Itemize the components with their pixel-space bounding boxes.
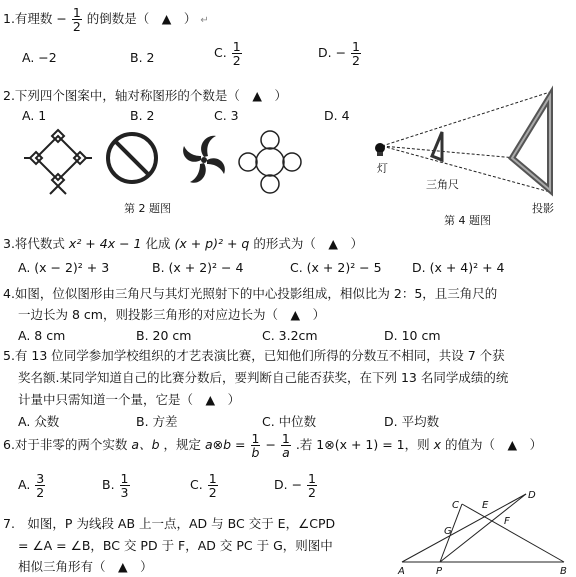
q6-frac2-den: a bbox=[282, 445, 290, 461]
q1-option-d-num: 1 bbox=[352, 39, 360, 54]
q6-frac1-den: b bbox=[251, 445, 260, 461]
q6-option-a-den: 2 bbox=[36, 485, 45, 501]
q3-option-b: B. (x + 2)² − 4 bbox=[152, 260, 244, 275]
q5-line-1: 5.有 13 位同学参加学校组织的才艺表演比赛，已知他们所得的分数互不相同，共设 7 个获 bbox=[3, 348, 505, 363]
q6-option-d-prefix: D. − bbox=[274, 477, 303, 493]
q1-option-b: B. 2 bbox=[130, 50, 155, 65]
q6-frac1-num: 1 bbox=[251, 431, 260, 446]
q6-stem bbox=[3, 432, 542, 459]
q3-stem bbox=[3, 234, 363, 252]
q4-option-a: A. 8 cm bbox=[18, 328, 66, 343]
q2-patterns-figure bbox=[20, 128, 310, 200]
fig4-ruler-label: 三角尺 bbox=[426, 178, 459, 191]
q6-stem-part-b: ，规定 bbox=[163, 437, 202, 453]
q7-line-1: 7. 如图，P 为线段 AB 上一点，AD 与 BC 交于 E，∠CPD bbox=[3, 516, 336, 531]
q1-option-c bbox=[214, 40, 243, 67]
fig4-shadow-triangle bbox=[512, 96, 550, 190]
q4-line-1: 4.如图，位似图形由三角尺与其灯光照射下的中心投影组成，相似比为 2：5，且三角尺的 bbox=[3, 286, 498, 301]
q1-stem-part-a: 1.有理数 − bbox=[3, 11, 67, 27]
q5-option-b: B. 方差 bbox=[136, 414, 178, 429]
fig7-label-p: P bbox=[436, 566, 443, 576]
q6-option-a bbox=[18, 472, 46, 499]
q3-stem-part-c: 的形式为（ ▲ ） bbox=[253, 236, 363, 251]
pattern-prohibition-circle bbox=[108, 134, 156, 182]
q2-option-b: B. 2 bbox=[130, 108, 155, 123]
q6-option-a-prefix: A. bbox=[18, 477, 31, 493]
q5-option-d: D. 平均数 bbox=[384, 414, 440, 429]
q1-option-c-prefix: C. bbox=[214, 45, 227, 61]
q3-option-c: C. (x + 2)² − 5 bbox=[290, 260, 382, 275]
q6-option-c-num: 1 bbox=[208, 471, 217, 486]
q2-stem: 2.下列四个图案中，轴对称图形的个数是（ ▲ ） bbox=[3, 88, 288, 103]
q1-stem-part-b: 的倒数是（ ▲ ） bbox=[86, 11, 197, 27]
q5-option-a: A. 众数 bbox=[18, 414, 60, 429]
q6-option-c-prefix: C. bbox=[190, 477, 203, 493]
pattern-diamond-knots bbox=[24, 130, 92, 194]
q6-option-b-num: 1 bbox=[120, 471, 129, 486]
q5-line-3: 计量中只需知道一个量，它是（ ▲ ） bbox=[18, 392, 241, 407]
q6-vars: a、b bbox=[131, 437, 160, 453]
q1-option-d bbox=[318, 40, 362, 67]
return-mark: ↵ bbox=[200, 15, 209, 27]
fig7-label-d: D bbox=[528, 490, 536, 501]
q1-option-c-num: 1 bbox=[232, 39, 241, 54]
q3-stem-part-b: 化成 bbox=[145, 236, 171, 251]
q1-option-d-prefix: D. − bbox=[318, 45, 347, 61]
fig4-shadow-label: 投影 bbox=[532, 202, 554, 215]
q6-var-x: x bbox=[433, 437, 442, 453]
fig4-ruler-triangle bbox=[432, 132, 442, 160]
q2-option-a: A. 1 bbox=[22, 108, 47, 123]
q4-option-c: C. 3.2cm bbox=[262, 328, 318, 343]
q6-option-b-prefix: B. bbox=[102, 477, 115, 493]
fig7-label-f: F bbox=[504, 516, 510, 527]
q5-line-2: 奖名额.某同学知道自己的比赛分数后，要判断自己能否获奖，在下列 13 名同学成绩的统 bbox=[18, 370, 509, 385]
q6-option-d bbox=[274, 472, 318, 499]
q3-option-d: D. (x + 4)² + 4 bbox=[412, 260, 505, 275]
q1-stem bbox=[3, 6, 209, 33]
q7-line-2: = ∠A = ∠B，BC 交 PD 于 F，AD 交 PC 于 G，则图中 bbox=[18, 538, 333, 553]
fig7-geometry bbox=[394, 484, 574, 576]
q6-option-a-num: 3 bbox=[36, 471, 45, 486]
fig4-projection bbox=[368, 82, 568, 204]
q1-option-c-den: 2 bbox=[232, 53, 241, 69]
q4-option-d: D. 10 cm bbox=[384, 328, 441, 343]
q6-option-b-den: 3 bbox=[120, 485, 129, 501]
q1-option-d-den: 2 bbox=[352, 53, 360, 69]
fig7-label-e: E bbox=[482, 500, 489, 511]
fig4-caption: 第 4 题图 bbox=[444, 214, 491, 227]
fig7-segment-ad bbox=[402, 494, 526, 562]
q6-option-c bbox=[190, 472, 219, 499]
q2-caption: 第 2 题图 bbox=[124, 202, 171, 215]
q1-frac-den: 2 bbox=[72, 19, 81, 35]
fig7-label-c: C bbox=[452, 500, 459, 511]
q3-stem-part-a: 3.将代数式 bbox=[3, 236, 65, 251]
fig4-lamp-label: 灯 bbox=[377, 162, 388, 175]
q6-option-b bbox=[102, 472, 131, 499]
q7-line-3: 相似三角形有（ ▲ ） bbox=[18, 559, 153, 574]
q6-operation: a⊗b = bbox=[205, 437, 246, 453]
lamp-icon bbox=[375, 143, 385, 156]
q6-stem-part-c: .若 1⊗(x + 1) = 1，则 bbox=[295, 437, 430, 453]
q1-option-a: A. −2 bbox=[22, 50, 57, 65]
q6-stem-part-d: 的值为（ ▲ ） bbox=[445, 437, 543, 453]
q4-option-b: B. 20 cm bbox=[136, 328, 192, 343]
q2-option-d: D. 4 bbox=[324, 108, 350, 123]
q6-stem-part-a: 6.对于非零的两个实数 bbox=[3, 437, 128, 453]
fig7-label-g: G bbox=[444, 526, 452, 537]
q1-fraction bbox=[72, 6, 82, 33]
pattern-circles-cross bbox=[239, 131, 301, 193]
fig7-label-a: A bbox=[398, 566, 405, 576]
fig7-label-b: B bbox=[560, 566, 567, 576]
q3-expression: x² + 4x − 1 bbox=[68, 236, 142, 251]
q4-line-2: 一边长为 8 cm，则投影三角形的对应边长为（ ▲ ） bbox=[18, 307, 326, 322]
q6-option-d-den: 2 bbox=[308, 485, 316, 501]
q6-minus: − bbox=[265, 437, 276, 453]
q1-frac-num: 1 bbox=[72, 5, 81, 20]
pattern-pinwheel bbox=[183, 136, 225, 183]
q3-target-form: (x + p)² + q bbox=[174, 236, 250, 251]
q6-frac2-num: 1 bbox=[281, 431, 290, 446]
q6-option-c-den: 2 bbox=[208, 485, 217, 501]
q2-option-c: C. 3 bbox=[214, 108, 239, 123]
q5-option-c: C. 中位数 bbox=[262, 414, 317, 429]
q6-option-d-num: 1 bbox=[308, 471, 316, 486]
q3-option-a: A. (x − 2)² + 3 bbox=[18, 260, 110, 275]
